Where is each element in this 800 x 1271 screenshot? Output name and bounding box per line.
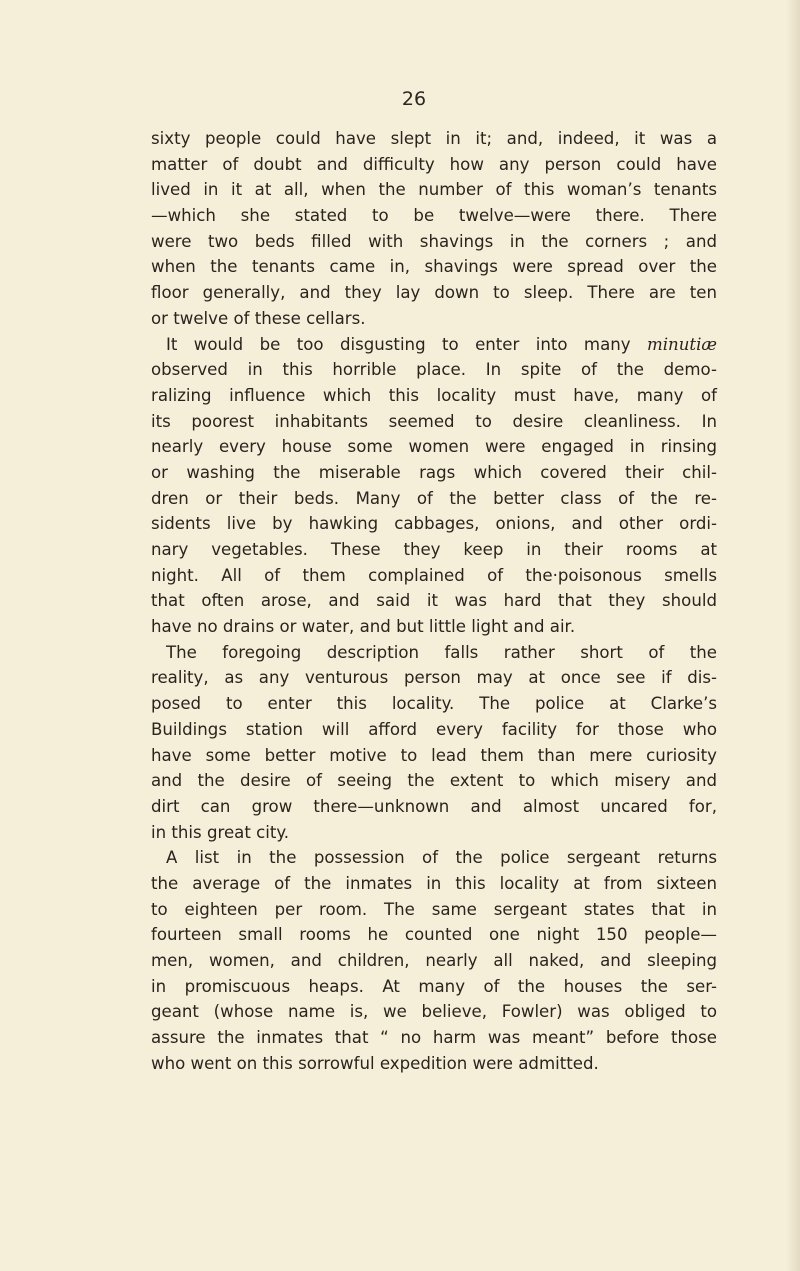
text-line: men, women, and children, nearly all naked, and sleeping xyxy=(151,951,717,970)
text-line: nary vegetables. These they keep in their rooms at xyxy=(151,540,717,559)
text-line: The foregoing description falls rather short of the xyxy=(166,642,717,662)
text-line: have no drains or water, and but little light and air. xyxy=(151,617,576,637)
text-line: to eighteen per room. The same sergeant states that in xyxy=(151,899,717,919)
text-line: reality, as any venturous person may at once see if dis- xyxy=(151,668,717,688)
text-line: matter of doubt and difficulty how any person could have xyxy=(151,154,717,174)
text-line: assure the inmates that “ no harm was meant” before those xyxy=(151,1028,717,1048)
text-line xyxy=(151,332,717,358)
text-line: its poorest inhabitants seemed to desire cleanliness. In xyxy=(151,411,717,431)
text-line: the average of the inmates in this locality at from sixteen xyxy=(151,873,717,893)
text-line: and the desire of seeing the extent to which misery and xyxy=(151,771,717,791)
italic-word: minutiæ xyxy=(647,334,717,354)
text-line: fourteen small rooms he counted one night 150 people— xyxy=(151,925,717,945)
text-line: in this great city. xyxy=(151,822,290,842)
text-line: geant (whose name is, we believe, Fowler) was obliged to xyxy=(151,1002,717,1022)
text-line: sidents live by hawking cabbages, onions, and other ordi- xyxy=(151,514,717,534)
text-line: dirt can grow there—unknown and almost uncared for, xyxy=(151,796,717,816)
text-line: observed in this horrible place. In spite of the demo- xyxy=(151,360,717,380)
text-line: when the tenants came in, shavings were spread over the xyxy=(151,257,717,277)
text-fragment: It would be too disgusting to enter into many xyxy=(166,334,647,354)
text-line: Buildings station will afford every facility for those who xyxy=(151,719,717,739)
text-line: posed to enter this locality. The police at Clarke’s xyxy=(151,694,717,714)
text-line: nearly every house some women were engaged in rinsing xyxy=(151,437,717,457)
text-line: floor generally, and they lay down to sleep. There are ten xyxy=(151,283,717,303)
text-line: that often arose, and said it was hard that they should xyxy=(151,591,717,611)
text-line: or washing the miserable rags which covered their chil- xyxy=(151,462,717,482)
body-text xyxy=(151,126,717,1076)
page-number: 26 xyxy=(401,88,427,110)
text-line: have some better motive to lead them than mere curiosity xyxy=(151,745,717,765)
text-line: ralizing influence which this locality must have, many of xyxy=(151,385,717,405)
text-line: were two beds filled with shavings in the corners ; and xyxy=(151,231,717,251)
text-line: lived in it at all, when the number of this woman’s tenants xyxy=(151,180,717,200)
text-line: in promiscuous heaps. At many of the houses the ser- xyxy=(151,976,717,996)
text-line: A list in the possession of the police sergeant returns xyxy=(166,848,717,868)
page-edge-shadow xyxy=(786,0,800,1271)
text-line: —which she stated to be twelve—were there. There xyxy=(151,206,717,226)
text-line: sixty people could have slept in it; and, indeed, it was a xyxy=(151,129,717,148)
text-line: night. All of them complained of the·poisonous smells xyxy=(151,565,717,585)
text-line: dren or their beds. Many of the better class of the re- xyxy=(151,488,717,508)
text-line: or twelve of these cellars. xyxy=(151,308,366,328)
text-line: who went on this sorrowful expedition were admitted. xyxy=(151,1053,599,1073)
